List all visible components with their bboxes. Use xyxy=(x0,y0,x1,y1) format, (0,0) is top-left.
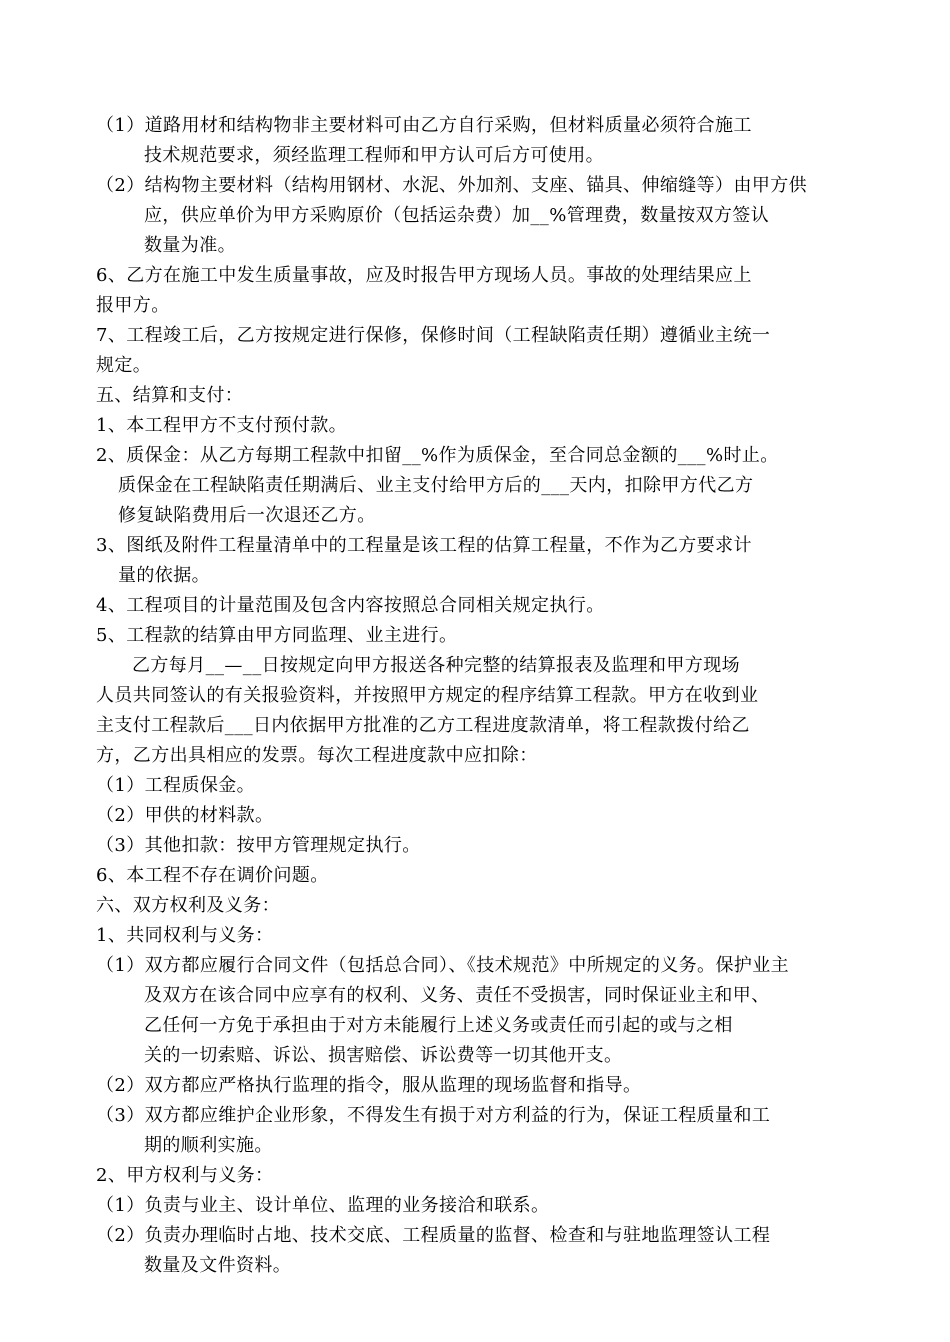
text-line: （3）双方都应维护企业形象，不得发生有损于对方利益的行为，保证工程质量和工 xyxy=(96,1105,771,1126)
text-line: 乙任何一方免于承担由于对方未能履行上述义务或责任而引起的或与之相 xyxy=(144,1015,733,1036)
text-line: 人员共同签认的有关报验资料，并按照甲方规定的程序结算工程款。甲方在收到业 xyxy=(96,685,759,706)
text-line: （2）甲供的材料款。 xyxy=(96,805,274,826)
text-line: 关的一切索赔、诉讼、损害赔偿、诉讼费等一切其他开支。 xyxy=(144,1045,623,1066)
text-line: 2、甲方权利与义务： xyxy=(96,1165,274,1186)
text-line: 4、工程项目的计量范围及包含内容按照总合同相关规定执行。 xyxy=(96,595,605,616)
text-line: 7、工程竣工后，乙方按规定进行保修，保修时间（工程缺陷责任期）遵循业主统一 xyxy=(96,325,771,346)
text-line: （1）双方都应履行合同文件（包括总合同）、《技术规范》中所规定的义务。保护业主 xyxy=(96,955,790,976)
text-line: 技术规范要求，须经监理工程师和甲方认可后方可使用。 xyxy=(144,145,604,166)
text-line: 数量及文件资料。 xyxy=(144,1255,292,1276)
text-line: 方，乙方出具相应的发票。每次工程进度款中应扣除： xyxy=(96,745,538,766)
text-line: 3、图纸及附件工程量清单中的工程量是该工程的估算工程量，不作为乙方要求计 xyxy=(96,535,752,556)
text-line: （3）其他扣款：按甲方管理规定执行。 xyxy=(96,835,421,856)
text-line: （2）结构物主要材料（结构用钢材、水泥、外加剂、支座、锚具、伸缩缝等）由甲方供 xyxy=(96,175,808,196)
text-line: 报甲方。 xyxy=(96,295,170,316)
text-line: 六、双方权利及义务： xyxy=(96,895,280,916)
text-line: 期的顺利实施。 xyxy=(144,1135,273,1156)
text-line: 1、本工程甲方不支付预付款。 xyxy=(96,415,348,436)
text-line: 质保金在工程缺陷责任期满后、业主支付给甲方后的___天内，扣除甲方代乙方 xyxy=(118,475,754,496)
text-line: 量的依据。 xyxy=(118,565,210,586)
text-line: （2）双方都应严格执行监理的指令，服从监理的现场监督和指导。 xyxy=(96,1075,642,1096)
text-line: 数量为准。 xyxy=(144,235,236,256)
text-line: 2、质保金：从乙方每期工程款中扣留__%作为质保金，至合同总金额的___%时止。 xyxy=(96,445,779,466)
text-line: 规定。 xyxy=(96,355,152,376)
document-body xyxy=(96,111,876,1281)
text-line: 修复缺陷费用后一次退还乙方。 xyxy=(118,505,376,526)
text-line: 6、本工程不存在调价问题。 xyxy=(96,865,329,886)
text-line: 乙方每月__—__日按规定向甲方报送各种完整的结算报表及监理和甲方现场 xyxy=(132,655,740,676)
text-line: （1）工程质保金。 xyxy=(96,775,256,796)
text-line: 主支付工程款后___日内依据甲方批准的乙方工程进度款清单，将工程款拨付给乙 xyxy=(96,715,750,736)
text-line: 5、工程款的结算由甲方同监理、业主进行。 xyxy=(96,625,458,646)
text-line: （1）负责与业主、设计单位、监理的业务接洽和联系。 xyxy=(96,1195,550,1216)
text-line: 五、结算和支付： xyxy=(96,385,244,406)
text-line: 1、共同权利与义务： xyxy=(96,925,274,946)
text-line: 及双方在该合同中应享有的权利、义务、责任不受损害，同时保证业主和甲、 xyxy=(144,985,770,1006)
text-line: 应，供应单价为甲方采购原价（包括运杂费）加__%管理费，数量按双方签认 xyxy=(144,205,770,226)
text-line: 6、乙方在施工中发生质量事故，应及时报告甲方现场人员。事故的处理结果应上 xyxy=(96,265,752,286)
text-line: （1）道路用材和结构物非主要材料可由乙方自行采购，但材料质量必须符合施工 xyxy=(96,115,752,136)
text-line: （2）负责办理临时占地、技术交底、工程质量的监督、检查和与驻地监理签认工程 xyxy=(96,1225,771,1246)
